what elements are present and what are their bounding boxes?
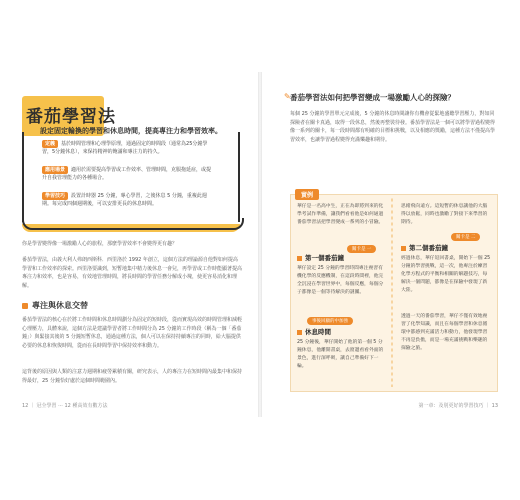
section-bullet-icon <box>22 303 28 309</box>
technique-text: 設置計時器 25 分鐘，專心學習，之後休息 5 分鐘，重複此週期。每完成四個週期後，可以安排更長的休息時間。 <box>42 193 207 207</box>
round2-text: 經過休息，華仔返回書桌，開始下一個 25 分鐘的學習挑戰，這一次，他專注於練習化學方程式的平衡和相關的解題技巧，每解決一個問題，都像是在探險中發現了新大陸。 <box>401 256 491 293</box>
round2-title: 第二個番茄鐘 <box>409 244 448 252</box>
right-paragraph: 每個 25 分鐘的學習單元完成後，5 分鐘的休息時間讓你有機會從緊地盛聽學習壓力，對如同探險者在關卡真過，取得一段休息，然後再整裝待發。番茄學習法是一個可以將學習過程變得像一系列的關卡，每一段時間都有明確的目標和挑戰，以及相應的獎勵，這種方法不僅提高學習效率，也讓學習過程變得充滿樂趣和期待。 <box>290 111 496 143</box>
right-heading: 番茄學習法如何把學習變成一場激勵人心的探險？ <box>290 93 455 102</box>
round1-text: 華仔設定 25 分鐘的學習時間專注複習有機化學的反應機制，在這段時間裡，他完全沉浸在學習世界中，每個反應，每個分子都像是一個等待解決的謎團。 <box>297 266 384 295</box>
intro-paragraph: 番茄學習法，由義大利人弗朗西斯科．西里洛於 1992 年創立，這個方法的理論源自他對如何提高學習和工作效率的探索。西里洛要識到，短暫地集中精力後休息一會兒，再學習或工作時能顯著提高專注力和效率，也是容易，有效地管理時間，將長時間的學習任務分解成小塊，使更容易消化和理解。 <box>22 257 243 289</box>
stage-pill-1: 關卡是 一 <box>347 245 376 253</box>
summary-text: 透過一天的番茄學習，華仔不僅有效地複習了化學知識，而且在每個學習和休息循環中都感到充滿活力和動力，他發現學習不再是負擔，而是一場充滿挑戰和樂趣的探險之旅。 <box>401 314 488 351</box>
book-frame-left <box>22 132 24 222</box>
section-title: 專注與休息交替 <box>32 301 88 310</box>
page-subtitle: 設定固定輪換的學習和休息時間，提高專注力和學習效率。 <box>40 127 222 135</box>
section-paragraph-2: 這背後的原因與人類的注意力週期和疲勞累積有關，研究表示，人的專注力在短時間內最集中和保持得最好，25 分鐘恰好處於這個時間範圍內。 <box>22 369 243 384</box>
section-heading <box>22 300 88 311</box>
break-heading <box>297 327 331 336</box>
definition-item <box>42 140 212 156</box>
round1-heading <box>297 253 344 262</box>
intro-question: 你是學習變得像一場激勵人心的旅程，那麼學習效率不會變得更有趣？ <box>22 241 178 247</box>
round2-bullet-icon <box>401 246 406 251</box>
pencil-icon: ✎ <box>284 92 291 101</box>
title-block <box>22 96 240 214</box>
stage-pill-3: 事後回顧的中加強 <box>307 317 353 325</box>
stage-pill-2: 關卡是 二 <box>451 233 480 241</box>
round1-bullet-icon <box>297 256 302 261</box>
application-item <box>42 166 212 182</box>
break-text: 25 分鐘後，華仔開始了他的第一個 5 分鐘休息，他離開書桌，去窗邊看看外面的景色，進行深呼吸，讓自己準備好下一輪。 <box>297 340 384 369</box>
left-page <box>8 72 258 417</box>
right-page <box>262 72 512 417</box>
application-tag: 應用場景 <box>42 166 68 174</box>
application-text: 適用於需要提高學習或工作效率、管理時間，克服拖延症，或提升自我管理能力的各種場合。 <box>42 167 212 181</box>
break-continued-text: 思緒飛向遠方。這短暫的休息讓他的大腦得以放鬆，同時也激勵了對接下來學習的期待。 <box>401 204 488 225</box>
round2-heading <box>401 243 448 252</box>
footer-left: 12 ｜ 冠全學習 ··· 12 種高效有數方法 <box>22 403 108 409</box>
footer-right: 第一章：及別更好的學習技巧 ｜ 13 <box>418 403 498 409</box>
section-paragraph: 番茄學習法的核心在於將工作時間和休息時間劃分為固定的短時段，從而實現高效的時間管理和減輕心理壓力，具體來說，這個方法是建議學習者將工作時間分為 25 分鐘的工作時段（稱為一個「番茄鐘」）與緊接其後的 5 分鐘短暫休息，通過這種方法，個人可以在保持持續專注的同時，給大腦提供必要的休息和恢復時間，從而在長時間學習中保持效率和動力。 <box>22 317 243 349</box>
definition-tag: 定義 <box>42 140 58 148</box>
break-title: 休息時間 <box>305 328 331 336</box>
technique-item <box>42 192 212 208</box>
page-title: 番茄學習法 <box>26 107 116 127</box>
example-tab: 實例 <box>295 189 319 200</box>
story-intro: 華仔是一名高中生，正在為即將到來的化學考試作準備，讓我們看看他是如何通過番茄學習法把學習變成一系列的小冒險。 <box>297 204 384 225</box>
dotted-divider <box>391 197 393 387</box>
technique-tag: 學習技巧 <box>42 192 68 200</box>
round1-title: 第一個番茄鐘 <box>305 254 344 262</box>
book-base-outline <box>22 218 244 230</box>
definition-text: 基於時間管理和心理學原理，通過固定的時間段（通常為25分鐘學習，5分鐘休息），來保持精神的飽滿和專注力的持久。 <box>42 141 208 155</box>
book-frame-right <box>238 132 240 222</box>
example-box <box>290 194 498 392</box>
break-bullet-icon <box>297 330 302 335</box>
